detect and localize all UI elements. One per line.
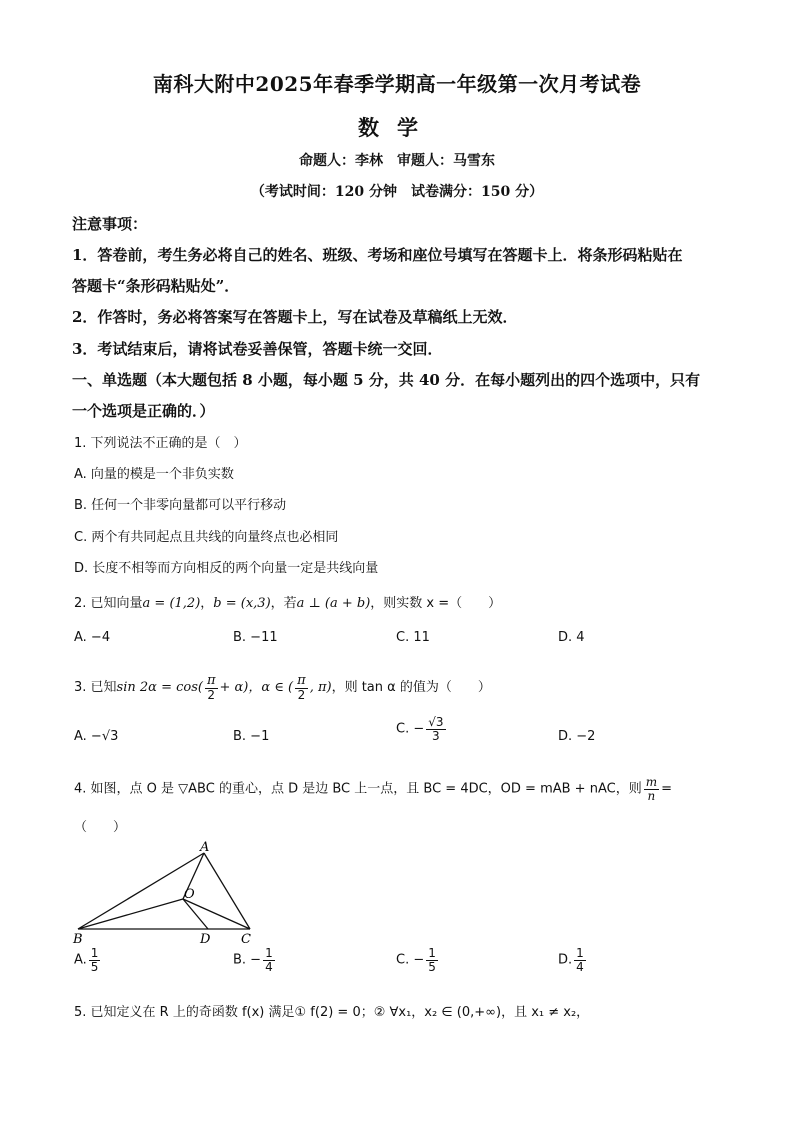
q4-stem-text: 4. 如图，点 O 是 ▽ABC 的重心，点 D 是边 BC 上一点，且 BC = 4DC，OD = mAB + nAC，则 [74,781,642,797]
segment-bo [78,899,183,929]
q3-suffix: ，则 tan α 的值为（ ） [331,680,491,696]
q2-option-b: B. −11 [233,630,278,645]
q3-stem [74,674,491,701]
q1-option-d: D. 长度不相等而方向相反的两个向量一定是共线向量 [74,561,379,576]
q1-option-a: A. 向量的模是一个非负实数 [74,467,234,482]
q4-fraction: $\frac{m}{n}$ [645,775,658,803]
label-c: C [241,932,251,947]
q4-option-c: C. − $\frac{1}{5}$ [396,946,436,974]
q2-condition: a ⊥ (a + b) [296,596,371,611]
q2-vector-a: a = (1,2) [142,596,201,611]
q3-option-d: D. −2 [558,729,596,744]
label-b: B [73,932,83,947]
q1-option-c: C. 两个有共同起点且共线的向量终点也必相同 [74,530,339,545]
q3-fraction: $\frac{\pi}{2}$ [206,673,216,702]
note-item-3: 3．考试结束后，请将试卷妥善保管，答题卡统一交回． [72,340,443,358]
q1-option-b: B. 任何一个非零向量都可以平行移动 [74,498,287,513]
authors-line: 命题人：李林 审题人：马雪东 [299,153,495,169]
section1-line1: 一、单选题（本大题包括 8 小题，每小题 5 分，共 40 分．在每小题列出的四个选项中，只有 [72,371,701,389]
q3-option-c: C. − $\frac{√3}{3}$ [396,715,444,743]
q4-stem: 4. 如图，点 O 是 ▽ABC 的重心，点 D 是边 BC 上一点，且 BC = 4DC，OD = mAB + nAC，则 $\frac{m}{n}$ = [74,775,672,803]
q2-stem [74,592,501,611]
note-item-2: 2．作答时，务必将答案写在答题卡上，写在试卷及草稿纸上无效． [72,308,518,326]
q2-vector-b: b = (x,3) [213,596,271,611]
q2-prefix: 2. 已知向量 [74,596,143,611]
edge-ac [204,853,250,929]
q4-paren: （ ） [74,820,127,835]
segment-od [183,899,208,929]
q3-prefix: 3. 已知 [74,680,117,696]
q4-option-a: A. $\frac{1}{5}$ [74,946,99,974]
q1-stem: 1. 下列说法不正确的是（ ） [74,436,247,451]
subject-title: 数学 [358,115,436,140]
q3-equation-tail: + α) [219,680,249,696]
q3-range-tail: , π) [309,680,332,696]
q2-option-c: C. 11 [396,630,430,645]
q2-option-d: D. 4 [558,630,585,645]
label-o: O [184,887,195,902]
q2-suffix: ，则实数 x =（ ） [370,596,502,611]
segment-oc [183,899,250,929]
notes-heading: 注意事项： [72,215,148,233]
q2-sep: ， [200,596,214,611]
q4-option-b: B. − $\frac{1}{4}$ [233,946,273,974]
q3-option-b: B. −1 [233,729,270,744]
label-d: D [200,932,211,947]
note-item-1-line2: 答题卡“条形码粘贴处”． [72,277,240,295]
q3-equation: sin 2α = cos( [116,680,203,696]
note-item-1-line1: 1．答卷前，考生务必将自己的姓名、班级、考场和座位号填写在答题卡上．将条形码粘贴在 [72,246,683,264]
label-a: A [200,840,210,855]
q3-range-fraction: $\frac{\pi}{2}$ [297,673,306,702]
q2-cond-prefix: ，若 [270,596,297,611]
q5-stem: 5. 已知定义在 R 上的奇函数 f(x) 满足① f(2) = 0；② ∀x₁，x₂ ∈ (0,+∞)，且 x₁ ≠ x₂， [74,1005,590,1020]
section1-line2: 一个选项是正确的．） [72,402,215,420]
q3-option-a: A. −√3 [74,729,119,744]
exam-title: 南科大附中2025年春季学期高一年级第一次月考试卷 [152,72,642,96]
q4-option-d: D. $\frac{1}{4}$ [558,946,584,974]
timing-line: （考试时间：120 分钟 试卷满分：150 分） [250,184,544,200]
q3-range-prefix: ，α ∈ ( [248,680,294,696]
q3-option-c-fraction: $\frac{√3}{3}$ [428,715,444,743]
triangle-figure [70,838,270,948]
q2-option-a: A. −4 [74,630,111,645]
